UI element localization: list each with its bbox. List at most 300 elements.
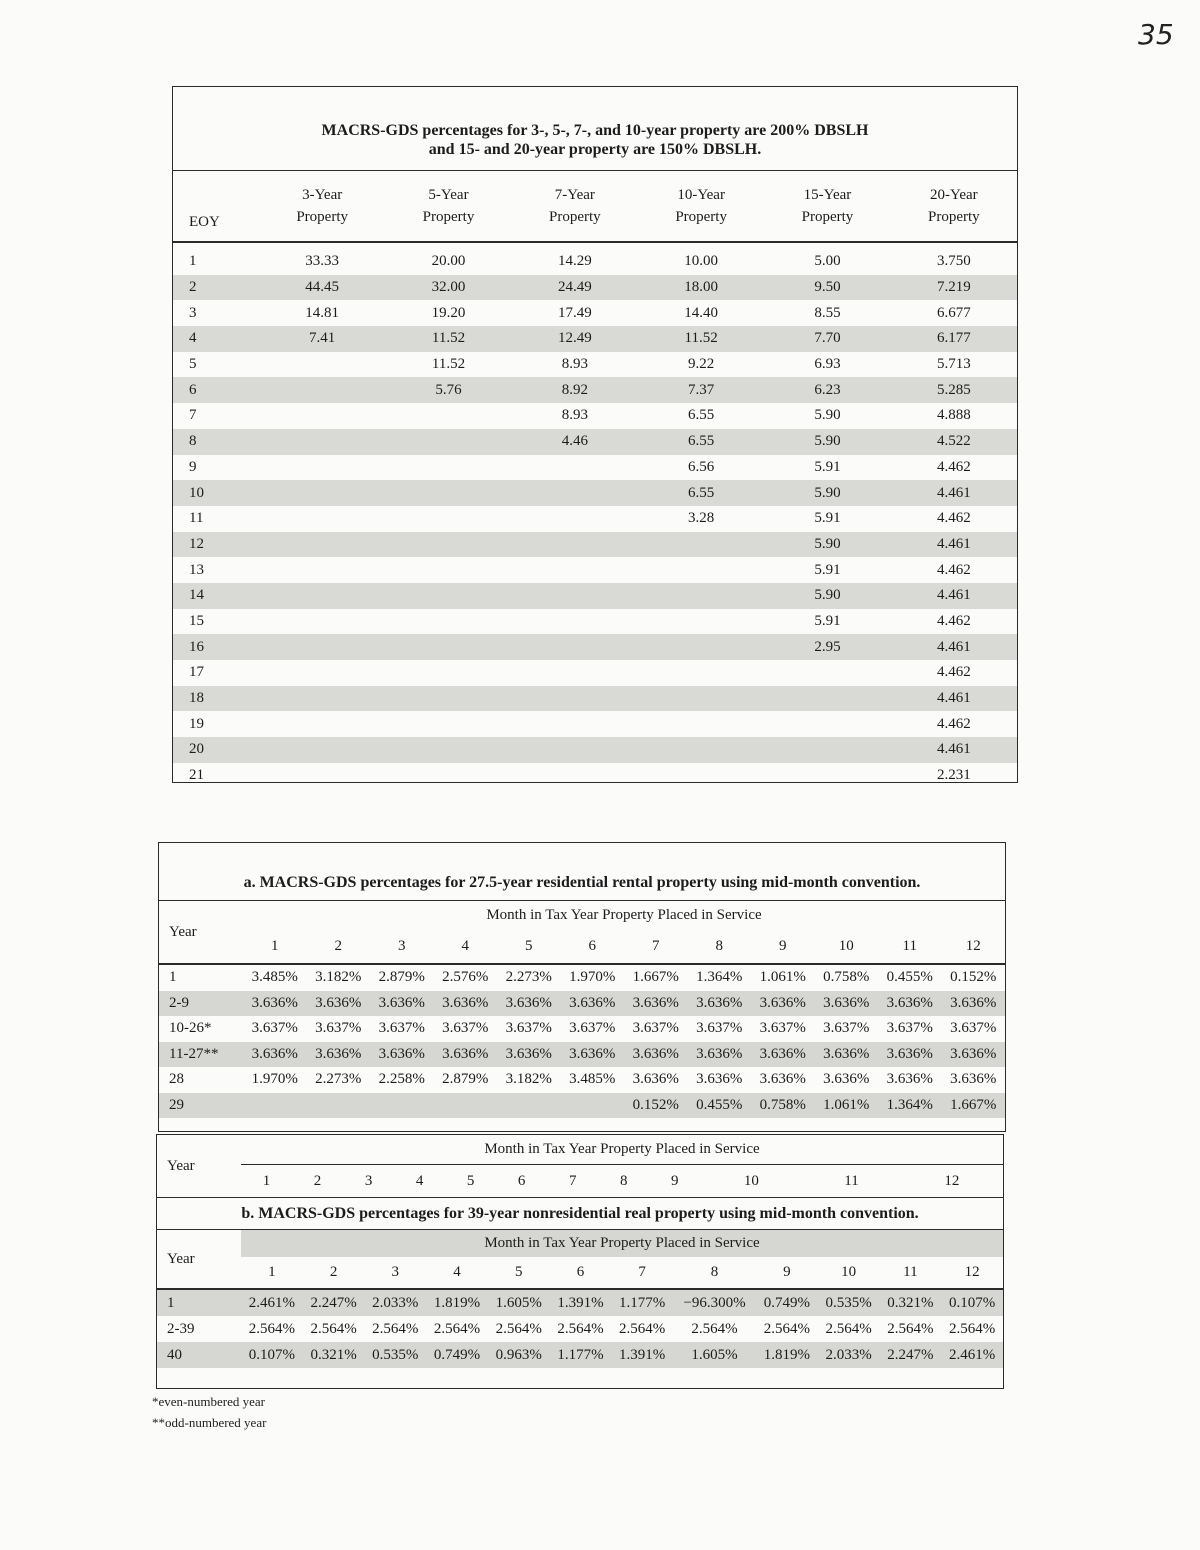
column-header-bottom: Property bbox=[548, 209, 601, 225]
percent-cell: 2.258% bbox=[378, 1071, 425, 1088]
percent-cell: 3.636% bbox=[688, 991, 752, 1017]
month-header: 12 bbox=[944, 1172, 960, 1189]
percent-cell: 5.00 bbox=[814, 253, 841, 270]
column-header-top: 5-Year bbox=[428, 187, 469, 203]
percent-cell: 3.637% bbox=[442, 1020, 489, 1037]
month-header: 6 bbox=[576, 1263, 585, 1280]
percent-cell bbox=[259, 763, 385, 789]
percent-cell: 3.637% bbox=[251, 1020, 298, 1037]
percent-cell bbox=[385, 711, 511, 737]
table2-grid bbox=[159, 901, 1005, 1118]
percent-cell: 7.70 bbox=[764, 326, 890, 352]
table-row bbox=[173, 506, 1017, 532]
percent-cell bbox=[259, 660, 385, 686]
percent-cell: 5.91 bbox=[814, 612, 841, 629]
month-header: 8 bbox=[715, 938, 723, 955]
residential-rental-table bbox=[158, 842, 1006, 1132]
percent-cell: 1.177% bbox=[611, 1289, 673, 1316]
column-header-bottom: Property bbox=[422, 209, 475, 225]
percent-cell: 3.636% bbox=[696, 1071, 743, 1088]
month-header: 5 bbox=[514, 1263, 523, 1280]
percent-cell bbox=[259, 403, 385, 429]
percent-cell: 3.637% bbox=[696, 1020, 743, 1037]
percent-cell: 6.55 bbox=[688, 407, 715, 424]
month-header: 12 bbox=[964, 1263, 980, 1280]
percent-cell: 3.636% bbox=[434, 991, 498, 1017]
percent-cell: 4.462 bbox=[936, 664, 971, 681]
year-cell: 2-39 bbox=[167, 1320, 195, 1337]
percent-cell bbox=[638, 763, 764, 789]
percent-cell: 1.970% bbox=[569, 969, 616, 986]
month-header: 2 bbox=[329, 1263, 338, 1280]
percent-cell bbox=[259, 352, 385, 378]
percent-cell bbox=[561, 1093, 625, 1119]
percent-cell: 3.636% bbox=[886, 1071, 933, 1088]
month-header: 9 bbox=[783, 1263, 791, 1280]
month-header: 2 bbox=[334, 938, 342, 955]
table-row bbox=[173, 557, 1017, 583]
percent-cell: 1.364% bbox=[878, 1093, 942, 1119]
percent-cell bbox=[512, 634, 638, 660]
table-row bbox=[173, 634, 1017, 660]
percent-cell bbox=[385, 763, 511, 789]
nonresidential-real-table bbox=[156, 1134, 1004, 1389]
eoy-cell: 8 bbox=[173, 429, 259, 455]
percent-cell bbox=[385, 506, 511, 532]
table-row bbox=[173, 737, 1017, 763]
percent-cell bbox=[512, 532, 638, 558]
column-header-bottom: Property bbox=[927, 209, 980, 225]
percent-cell: 1.970% bbox=[251, 1071, 298, 1088]
eoy-cell: 9 bbox=[189, 458, 197, 475]
percent-cell: 3.485% bbox=[569, 1071, 616, 1088]
month-header: 4 bbox=[415, 1172, 424, 1189]
percent-cell: 3.636% bbox=[878, 1042, 942, 1068]
percent-cell: 8.55 bbox=[814, 304, 841, 321]
percent-cell bbox=[764, 686, 890, 712]
percent-cell: 2.231 bbox=[936, 767, 971, 784]
percent-cell: 3.636% bbox=[497, 991, 561, 1017]
percent-cell: 1.061% bbox=[759, 969, 806, 986]
percent-cell: 1.364% bbox=[696, 969, 743, 986]
macrs-gds-property-table bbox=[172, 86, 1018, 783]
month-header: 6 bbox=[517, 1172, 526, 1189]
percent-cell: 3.636% bbox=[370, 991, 434, 1017]
month-subheader: Month in Tax Year Property Placed in Service bbox=[241, 1230, 1003, 1257]
percent-cell: 0.107% bbox=[241, 1342, 303, 1368]
month-header: 7 bbox=[652, 938, 660, 955]
month-header: 4 bbox=[461, 938, 469, 955]
month-header: 7 bbox=[568, 1172, 577, 1189]
month-header: 11 bbox=[903, 1263, 918, 1280]
eoy-cell: 2 bbox=[173, 275, 259, 301]
percent-cell: 3.636% bbox=[942, 991, 1006, 1017]
percent-cell: 3.182% bbox=[315, 969, 362, 986]
percent-cell: 5.91 bbox=[814, 561, 841, 578]
percent-cell bbox=[638, 609, 764, 635]
table1-grid bbox=[173, 171, 1017, 788]
column-header bbox=[385, 171, 511, 242]
percent-cell: 3.637% bbox=[505, 1020, 552, 1037]
percent-cell: 2.247% bbox=[303, 1289, 365, 1316]
percent-cell: 6.177 bbox=[891, 326, 1017, 352]
percent-cell: 2.95 bbox=[764, 634, 890, 660]
percent-cell bbox=[259, 480, 385, 506]
percent-cell: 3.636% bbox=[878, 991, 942, 1017]
month-header: 1 bbox=[268, 1263, 276, 1280]
percent-cell: 3.637% bbox=[315, 1020, 362, 1037]
percent-cell: 3.750 bbox=[936, 253, 971, 270]
eoy-cell: 14 bbox=[173, 583, 259, 609]
percent-cell: 3.636% bbox=[307, 1042, 371, 1068]
percent-cell: 0.321% bbox=[880, 1289, 942, 1316]
table-row bbox=[173, 352, 1017, 378]
eoy-cell: 21 bbox=[189, 767, 204, 784]
percent-cell bbox=[385, 532, 511, 558]
percent-cell: 2.564% bbox=[691, 1320, 738, 1337]
percent-cell: 33.33 bbox=[305, 253, 340, 270]
percent-cell: 0.535% bbox=[818, 1289, 880, 1316]
month-subheader: Month in Tax Year Property Placed in Service bbox=[241, 1135, 1003, 1165]
percent-cell: 2.033% bbox=[364, 1289, 426, 1316]
year-cell: 1 bbox=[157, 1289, 241, 1316]
percent-cell bbox=[385, 609, 511, 635]
month-header: 6 bbox=[588, 938, 596, 955]
percent-cell: 3.636% bbox=[497, 1042, 561, 1068]
month-header: 1 bbox=[271, 938, 279, 955]
percent-cell bbox=[512, 583, 638, 609]
percent-cell: 2.879% bbox=[442, 1071, 489, 1088]
percent-cell: 0.455% bbox=[688, 1093, 752, 1119]
percent-cell: 11.52 bbox=[385, 326, 511, 352]
month-header: 9 bbox=[671, 1172, 679, 1189]
year-cell: 40 bbox=[157, 1342, 241, 1368]
column-header-bottom: Property bbox=[801, 209, 854, 225]
column-header-eoy: EOY bbox=[173, 171, 259, 242]
percent-cell: 2.273% bbox=[505, 969, 552, 986]
percent-cell bbox=[385, 634, 511, 660]
percent-cell bbox=[259, 686, 385, 712]
table-row bbox=[159, 1016, 1005, 1042]
eoy-cell: 18 bbox=[173, 686, 259, 712]
percent-cell: 0.963% bbox=[488, 1342, 550, 1368]
percent-cell: 2.461% bbox=[241, 1289, 303, 1316]
percent-cell bbox=[259, 377, 385, 403]
year-label: Year bbox=[167, 1157, 195, 1174]
percent-cell: 1.819% bbox=[426, 1289, 488, 1316]
column-header-top: 3-Year bbox=[302, 187, 343, 203]
percent-cell: 2.564% bbox=[433, 1320, 481, 1337]
month-header: 8 bbox=[619, 1172, 628, 1189]
table-row bbox=[173, 326, 1017, 352]
percent-cell: 2.461% bbox=[941, 1342, 1003, 1368]
percent-cell: 0.758% bbox=[751, 1093, 815, 1119]
percent-cell bbox=[512, 609, 638, 635]
percent-cell: 1.391% bbox=[611, 1342, 673, 1368]
percent-cell: 1.667% bbox=[942, 1093, 1006, 1119]
percent-cell: 11.52 bbox=[431, 356, 466, 373]
percent-cell bbox=[259, 557, 385, 583]
percent-cell: 5.90 bbox=[814, 407, 841, 424]
percent-cell bbox=[638, 532, 764, 558]
percent-cell: 3.636% bbox=[370, 1042, 434, 1068]
percent-cell: 3.636% bbox=[815, 1042, 879, 1068]
percent-cell: 1.605% bbox=[488, 1289, 550, 1316]
percent-cell bbox=[385, 686, 511, 712]
year-cell: 2-9 bbox=[159, 991, 243, 1017]
percent-cell: 0.107% bbox=[941, 1289, 1003, 1316]
percent-cell: 3.637% bbox=[759, 1020, 806, 1037]
percent-cell bbox=[259, 506, 385, 532]
percent-cell: 14.40 bbox=[684, 304, 719, 321]
table1-title-line2: and 15- and 20-year property are 150% DBSLH. bbox=[428, 141, 762, 158]
footnote-even: *even-numbered year bbox=[152, 1394, 265, 1409]
percent-cell: 3.637% bbox=[569, 1020, 616, 1037]
percent-cell: 2.564% bbox=[948, 1320, 996, 1337]
percent-cell: 6.23 bbox=[764, 377, 890, 403]
page-number: 35 bbox=[1138, 18, 1174, 51]
column-header bbox=[891, 171, 1017, 242]
percent-cell: 1.605% bbox=[673, 1342, 756, 1368]
table-row bbox=[173, 686, 1017, 712]
percent-cell bbox=[385, 480, 511, 506]
percent-cell bbox=[638, 686, 764, 712]
eoy-cell: 15 bbox=[189, 612, 204, 629]
month-header: 4 bbox=[453, 1263, 461, 1280]
table-row bbox=[157, 1316, 1003, 1342]
month-header: 12 bbox=[965, 938, 981, 955]
percent-cell: 2.564% bbox=[825, 1320, 872, 1337]
month-subheader: Month in Tax Year Property Placed in Service bbox=[486, 907, 762, 924]
percent-cell: 1.061% bbox=[815, 1093, 879, 1119]
percent-cell: 1.819% bbox=[756, 1342, 818, 1368]
percent-cell: 5.90 bbox=[764, 480, 890, 506]
table-row bbox=[173, 583, 1017, 609]
table2-title: a. MACRS-GDS percentages for 27.5-year residential rental property using mid-month convention. bbox=[159, 843, 1005, 901]
percent-cell: 6.677 bbox=[936, 304, 971, 321]
percent-cell: 6.55 bbox=[638, 480, 764, 506]
percent-cell bbox=[764, 763, 890, 789]
footnote-odd: **odd-numbered year bbox=[152, 1415, 267, 1430]
percent-cell: 3.636% bbox=[632, 1071, 679, 1088]
percent-cell: 0.321% bbox=[303, 1342, 365, 1368]
percent-cell: 2.564% bbox=[763, 1320, 811, 1337]
table-row bbox=[159, 1042, 1005, 1068]
percent-cell bbox=[512, 557, 638, 583]
column-header bbox=[764, 171, 890, 242]
column-header-top: 20-Year bbox=[930, 187, 978, 203]
percent-cell: 4.461 bbox=[891, 634, 1017, 660]
percent-cell: 0.749% bbox=[426, 1342, 488, 1368]
year-cell: 29 bbox=[159, 1093, 243, 1119]
percent-cell bbox=[370, 1093, 434, 1119]
eoy-cell: 4 bbox=[173, 326, 259, 352]
eoy-cell: 3 bbox=[189, 304, 197, 321]
percent-cell: 4.462 bbox=[936, 458, 971, 475]
year-cell: 1 bbox=[169, 969, 177, 986]
month-header: 3 bbox=[398, 938, 406, 955]
percent-cell: 4.462 bbox=[936, 612, 971, 629]
percent-cell: 4.522 bbox=[891, 429, 1017, 455]
year-cell: 28 bbox=[169, 1071, 184, 1088]
percent-cell: 4.46 bbox=[512, 429, 638, 455]
percent-cell bbox=[259, 634, 385, 660]
percent-cell: 3.636% bbox=[434, 1042, 498, 1068]
year-label: Year bbox=[159, 901, 243, 964]
table-row bbox=[159, 1067, 1005, 1093]
percent-cell: 3.636% bbox=[243, 1042, 307, 1068]
percent-cell: 2.247% bbox=[880, 1342, 942, 1368]
table-row bbox=[173, 429, 1017, 455]
percent-cell: 2.879% bbox=[378, 969, 425, 986]
eoy-cell: 12 bbox=[173, 532, 259, 558]
percent-cell bbox=[385, 660, 511, 686]
month-header: 3 bbox=[391, 1263, 400, 1280]
percent-cell: 3.636% bbox=[950, 1071, 997, 1088]
percent-cell: 9.50 bbox=[764, 275, 890, 301]
percent-cell: 2.033% bbox=[818, 1342, 880, 1368]
column-header-top: 15-Year bbox=[803, 187, 852, 203]
percent-cell: 2.564% bbox=[310, 1320, 357, 1337]
month-header: 2 bbox=[313, 1172, 322, 1189]
percent-cell: 4.888 bbox=[936, 407, 971, 424]
column-header-top: 7-Year bbox=[554, 187, 595, 203]
percent-cell: 4.462 bbox=[936, 715, 971, 732]
eoy-cell: 19 bbox=[189, 715, 204, 732]
percent-cell: 0.535% bbox=[364, 1342, 426, 1368]
percent-cell: 3.636% bbox=[307, 991, 371, 1017]
percent-cell: 3.636% bbox=[751, 1042, 815, 1068]
percent-cell bbox=[512, 480, 638, 506]
percent-cell bbox=[307, 1093, 371, 1119]
eoy-cell: 7 bbox=[189, 407, 197, 424]
percent-cell: 0.152% bbox=[950, 969, 997, 986]
percent-cell: 12.49 bbox=[512, 326, 638, 352]
percent-cell: 2.576% bbox=[442, 969, 489, 986]
eoy-cell: 10 bbox=[173, 480, 259, 506]
percent-cell bbox=[259, 429, 385, 455]
table-row bbox=[159, 991, 1005, 1017]
column-header bbox=[259, 171, 385, 242]
percent-cell: 5.285 bbox=[891, 377, 1017, 403]
percent-cell: 5.91 bbox=[814, 458, 841, 475]
table3-top-grid bbox=[157, 1135, 1003, 1197]
percent-cell: 5.713 bbox=[936, 356, 971, 373]
percent-cell: 1.667% bbox=[632, 969, 679, 986]
percent-cell bbox=[638, 660, 764, 686]
table-row bbox=[173, 455, 1017, 481]
percent-cell: 17.49 bbox=[557, 304, 592, 321]
percent-cell bbox=[764, 737, 890, 763]
percent-cell: 3.637% bbox=[823, 1020, 870, 1037]
table-row bbox=[157, 1289, 1003, 1316]
percent-cell: 5.76 bbox=[385, 377, 511, 403]
eoy-cell: 16 bbox=[173, 634, 259, 660]
percent-cell bbox=[512, 763, 638, 789]
year-label: Year bbox=[157, 1230, 241, 1289]
month-header: 1 bbox=[262, 1172, 271, 1189]
percent-cell: 19.20 bbox=[431, 304, 466, 321]
percent-cell bbox=[434, 1093, 498, 1119]
percent-cell bbox=[385, 429, 511, 455]
table-row bbox=[173, 275, 1017, 301]
percent-cell: 20.00 bbox=[431, 253, 466, 270]
month-header: 5 bbox=[525, 938, 533, 955]
percent-cell bbox=[259, 532, 385, 558]
eoy-cell: 17 bbox=[189, 664, 204, 681]
percent-cell bbox=[638, 557, 764, 583]
table-row bbox=[173, 403, 1017, 429]
percent-cell: 7.219 bbox=[891, 275, 1017, 301]
percent-cell: 5.90 bbox=[764, 583, 890, 609]
percent-cell bbox=[512, 686, 638, 712]
eoy-cell: 6 bbox=[173, 377, 259, 403]
column-header-top: 10-Year bbox=[677, 187, 725, 203]
table-row bbox=[159, 964, 1005, 991]
percent-cell: 18.00 bbox=[638, 275, 764, 301]
table-row bbox=[173, 660, 1017, 686]
month-header: 8 bbox=[710, 1263, 719, 1280]
percent-cell: 4.461 bbox=[891, 480, 1017, 506]
percent-cell: 5.90 bbox=[764, 532, 890, 558]
table-row bbox=[173, 763, 1017, 789]
month-header: 11 bbox=[902, 938, 917, 955]
table-row bbox=[173, 377, 1017, 403]
percent-cell bbox=[259, 609, 385, 635]
column-header-bottom: Property bbox=[675, 209, 727, 225]
percent-cell: 5.91 bbox=[814, 510, 841, 527]
table-row bbox=[173, 609, 1017, 635]
percent-cell bbox=[764, 660, 890, 686]
percent-cell bbox=[385, 557, 511, 583]
eoy-cell: 5 bbox=[189, 356, 197, 373]
percent-cell: 32.00 bbox=[385, 275, 511, 301]
percent-cell bbox=[385, 455, 511, 481]
percent-cell: 2.564% bbox=[619, 1320, 666, 1337]
table-row bbox=[173, 711, 1017, 737]
percent-cell: 1.177% bbox=[550, 1342, 612, 1368]
percent-cell bbox=[512, 737, 638, 763]
month-header: 10 bbox=[841, 1263, 857, 1280]
percent-cell: 11.52 bbox=[638, 326, 764, 352]
percent-cell: 8.93 bbox=[561, 356, 588, 373]
percent-cell: 5.90 bbox=[764, 429, 890, 455]
percent-cell: 3.636% bbox=[942, 1042, 1006, 1068]
percent-cell: 8.93 bbox=[561, 407, 588, 424]
percent-cell: 14.81 bbox=[305, 304, 340, 321]
year-cell: 10-26* bbox=[169, 1020, 212, 1037]
year-cell: 11-27** bbox=[159, 1042, 243, 1068]
percent-cell: 8.92 bbox=[512, 377, 638, 403]
percent-cell bbox=[259, 711, 385, 737]
column-header bbox=[512, 171, 638, 242]
percent-cell: 24.49 bbox=[512, 275, 638, 301]
percent-cell bbox=[497, 1093, 561, 1119]
table1-title bbox=[173, 87, 1017, 171]
percent-cell: 3.636% bbox=[624, 991, 688, 1017]
percent-cell bbox=[259, 583, 385, 609]
percent-cell bbox=[259, 737, 385, 763]
percent-cell: 2.564% bbox=[887, 1320, 934, 1337]
percent-cell: 3.636% bbox=[561, 1042, 625, 1068]
table1-title-line1: MACRS-GDS percentages for 3-, 5-, 7-, and 10-year property are 200% DBSLH bbox=[321, 122, 869, 139]
month-header: 10 bbox=[743, 1172, 759, 1189]
percent-cell: 3.637% bbox=[886, 1020, 933, 1037]
percent-cell: 3.636% bbox=[624, 1042, 688, 1068]
percent-cell bbox=[638, 711, 764, 737]
percent-cell: 3.636% bbox=[751, 991, 815, 1017]
percent-cell: 7.37 bbox=[638, 377, 764, 403]
